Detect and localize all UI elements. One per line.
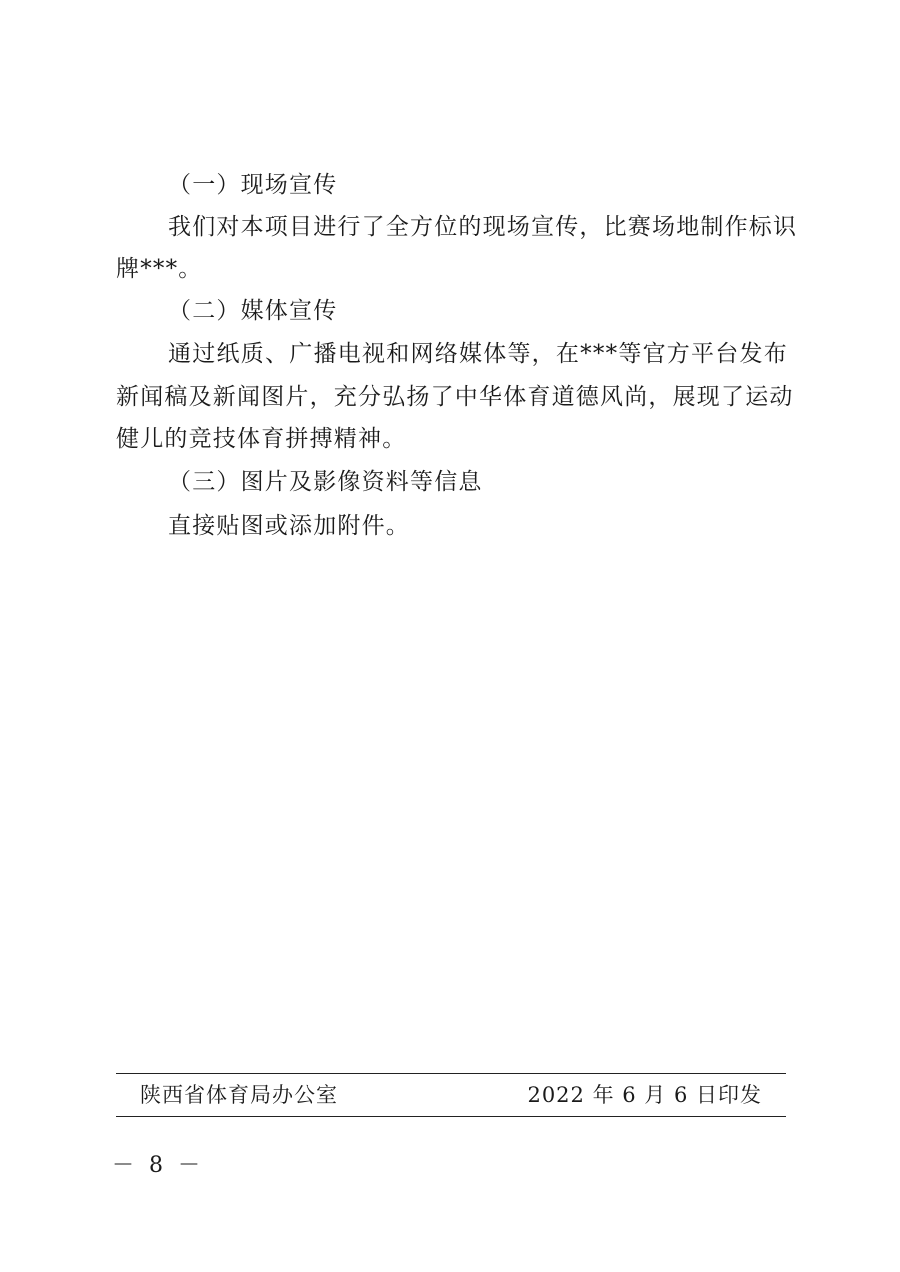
- footer-bottom-rule: [116, 1116, 786, 1117]
- footer-date: 2022 年 6 月 6 日印发: [527, 1083, 762, 1107]
- section-2-body-line-3: 健儿的竞技体育拼搏精神。: [116, 426, 407, 452]
- section-1-body-line-2: 牌***。: [116, 256, 203, 282]
- section-1-body-line-1: 我们对本项目进行了全方位的现场宣传，比赛场地制作标识: [168, 214, 798, 240]
- footer-issuer: 陕西省体育局办公室: [140, 1083, 338, 1107]
- footer-top-rule: [116, 1073, 786, 1074]
- section-2-heading: （二）媒体宣传: [168, 298, 338, 324]
- page-number: － 8 －: [112, 1153, 204, 1178]
- section-3-body-line-1: 直接贴图或添加附件。: [168, 513, 410, 539]
- section-3-heading: （三）图片及影像资料等信息: [168, 469, 483, 495]
- section-2-body-line-2: 新闻稿及新闻图片，充分弘扬了中华体育道德风尚，展现了运动: [116, 384, 794, 410]
- section-2-body-line-1: 通过纸质、广播电视和网络媒体等，在***等官方平台发布: [168, 341, 788, 367]
- section-1-heading: （一）现场宣传: [168, 172, 338, 198]
